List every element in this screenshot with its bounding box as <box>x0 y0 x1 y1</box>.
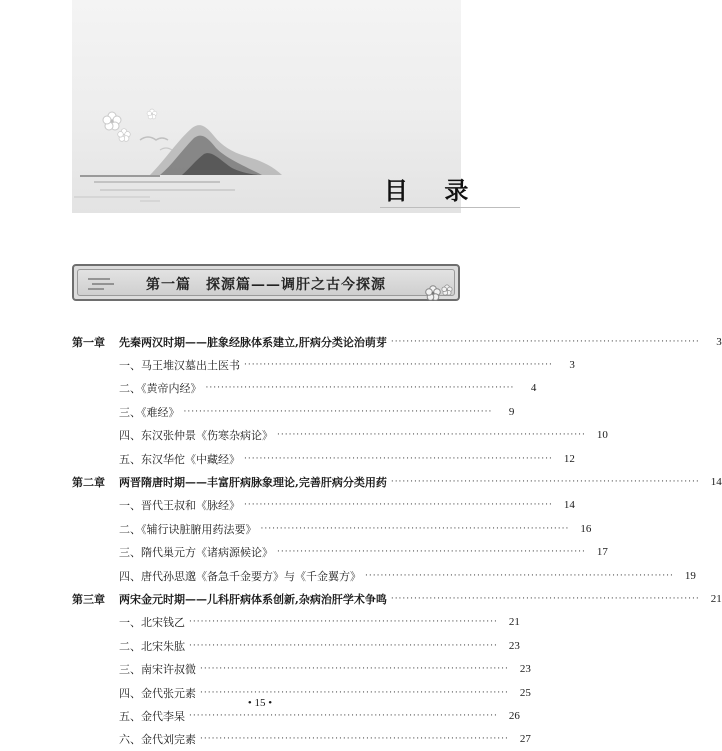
toc-page-number: 16 <box>580 522 592 535</box>
toc-entry-row[interactable] <box>72 728 531 751</box>
toc-title: 四、金代张元素 <box>119 686 196 700</box>
toc-title: 三、南宋许叔微 <box>119 663 196 677</box>
dot-leader: ················································································ <box>200 664 509 675</box>
chapter-number: 第二章 <box>72 476 105 490</box>
toc-entry-row[interactable] <box>72 657 531 680</box>
dot-leader: ················································································ <box>244 453 553 464</box>
toc-title: 一、北宋钱乙 <box>119 616 185 630</box>
toc-page-number: 9 <box>508 405 515 418</box>
plum-blossom-icon <box>147 109 157 119</box>
toc-title: 二、《黄帝内经》 <box>119 382 202 396</box>
toc-title: 四、唐代孙思邈《备急千金要方》与《千金翼方》 <box>119 569 361 583</box>
toc-page-number: 19 <box>684 569 696 582</box>
toc-page-number: 14 <box>710 476 722 489</box>
toc-page-number: 17 <box>596 546 608 559</box>
page-title: 目 录 <box>384 176 483 205</box>
toc-page-number: 25 <box>519 686 531 699</box>
toc-title: 六、金代刘完素 <box>119 733 196 747</box>
toc-title: 一、马王堆汉墓出土医书 <box>119 359 240 373</box>
toc-page-number: 12 <box>563 452 575 465</box>
toc-title: 三、《难经》 <box>119 405 180 419</box>
toc-entry-row[interactable] <box>72 634 520 657</box>
toc-title: 先秦两汉时期——脏象经脉体系建立,肝病分类论治萌芽 <box>119 335 387 349</box>
toc-title: 四、东汉张仲景《伤寒杂病论》 <box>119 429 273 443</box>
toc-page-number: 21 <box>508 616 520 629</box>
toc-entry-row[interactable] <box>72 400 515 423</box>
toc-entry-row[interactable] <box>72 353 575 376</box>
toc-page-number: 10 <box>596 429 608 442</box>
toc-page-number: 27 <box>519 733 531 746</box>
dot-leader: ················································································ <box>277 430 586 441</box>
section-title: 第一篇 探源篇——调肝之古今探源 <box>146 277 386 293</box>
dot-leader: ················································································ <box>244 500 553 511</box>
dot-leader: ················································································ <box>189 710 498 721</box>
dot-leader: ················································································ <box>189 617 498 628</box>
toc-entry-row[interactable] <box>72 541 608 564</box>
toc-page-number: 14 <box>563 499 575 512</box>
dot-leader: ················································································ <box>244 360 553 371</box>
section-heading-box <box>72 264 460 301</box>
toc-title: 两晋隋唐时期——丰富肝病脉象理论,完善肝病分类用药 <box>119 476 387 490</box>
toc-entry-row[interactable] <box>72 517 592 540</box>
toc-page-number: 23 <box>508 639 520 652</box>
toc-title: 二、北宋朱肱 <box>119 639 185 653</box>
dot-leader: ················································································ <box>260 523 570 534</box>
toc-title: 五、东汉华佗《中藏经》 <box>119 452 240 466</box>
dot-leader: ················································································ <box>183 406 493 417</box>
chapter-number: 第一章 <box>72 335 105 349</box>
toc-entry-row[interactable] <box>72 494 575 517</box>
plum-blossom-icon <box>103 112 121 130</box>
toc-page-number: 23 <box>519 663 531 676</box>
toc-entry-row[interactable] <box>72 424 608 447</box>
dot-leader: ················································································ <box>365 570 674 581</box>
dot-leader: ················································································ <box>200 687 509 698</box>
page-number: • 15 • <box>247 697 273 709</box>
dot-leader: ················································································ <box>200 734 509 745</box>
dot-leader: ················································································ <box>205 383 515 394</box>
toc-page-number: 3 <box>716 335 722 348</box>
toc-entry-row[interactable] <box>72 447 575 470</box>
dot-leader: ················································································ <box>277 547 586 558</box>
toc-page-number: 3 <box>569 359 575 372</box>
toc-chapter-row[interactable] <box>72 330 722 353</box>
toc-title: 三、隋代巢元方《诸病源候论》 <box>119 546 273 560</box>
toc-title: 五、金代李杲 <box>119 709 185 723</box>
toc-entry-row[interactable] <box>72 611 520 634</box>
table-of-contents <box>72 330 722 751</box>
dot-leader: ················································································ <box>189 640 498 651</box>
dot-leader: ················································································ <box>390 593 700 604</box>
plum-blossom-icon <box>423 283 455 303</box>
toc-title: 两宋金元时期——儿科肝病体系创新,杂病治肝学术争鸣 <box>119 592 387 606</box>
toc-entry-row[interactable] <box>72 564 696 587</box>
toc-title: 二、《辅行诀脏腑用药法要》 <box>119 522 257 536</box>
toc-title: 一、晋代王叔和《脉经》 <box>119 499 240 513</box>
dot-leader: ················································································ <box>390 477 700 488</box>
title-underline <box>380 207 520 208</box>
dot-leader: ················································································ <box>390 336 700 347</box>
toc-page-number: 21 <box>710 592 722 605</box>
toc-chapter-row[interactable] <box>72 587 722 610</box>
toc-page-number: 26 <box>508 709 520 722</box>
toc-chapter-row[interactable] <box>72 470 722 493</box>
chapter-number: 第三章 <box>72 592 105 606</box>
cloud-ornament-icon <box>86 273 116 293</box>
toc-entry-row[interactable] <box>72 377 537 400</box>
toc-page-number: 4 <box>530 382 537 395</box>
plum-blossom-icon <box>118 129 131 142</box>
